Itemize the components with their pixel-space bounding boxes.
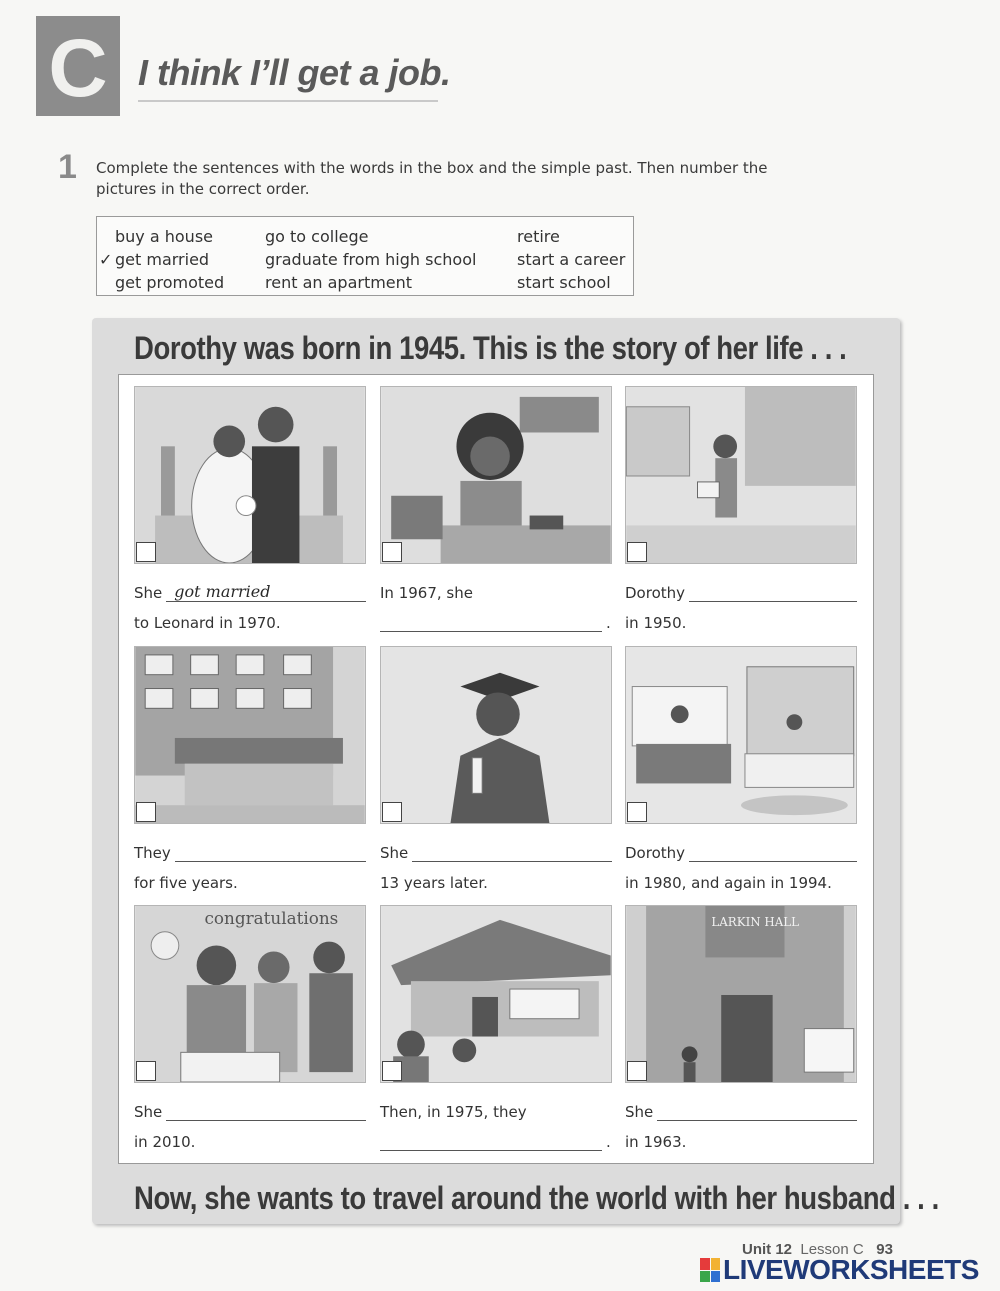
- order-number-box[interactable]: [136, 542, 156, 562]
- answer-blank[interactable]: [166, 1105, 366, 1121]
- word-item: get promoted: [115, 273, 225, 292]
- sentence-line-1: [380, 1101, 612, 1121]
- panel-footer: Now, she wants to travel around the world with her husband . . .: [134, 1180, 939, 1216]
- sentence-line-2: [625, 1131, 857, 1151]
- sentence-end: .: [606, 614, 611, 632]
- teacher-illustration: [381, 387, 611, 563]
- liveworksheets-logo-icon: [700, 1258, 720, 1282]
- sentence-end: in 2010.: [134, 1133, 196, 1151]
- picture-graduation: [380, 646, 612, 824]
- exercise-instructions: Complete the sentences with the words in the box and the simple past. Then number the pictures in the correct order.: [96, 159, 768, 198]
- congratulations-banner: congratulations: [204, 907, 339, 928]
- word-item: rent an apartment: [265, 273, 413, 292]
- order-number-box[interactable]: [382, 802, 402, 822]
- sentence-line-2: [134, 612, 366, 632]
- sentence-end: in 1980, and again in 1994.: [625, 874, 832, 892]
- sentence-end: .: [606, 1133, 611, 1151]
- word-item: graduate from high school: [265, 250, 477, 269]
- lesson-label: Lesson C: [800, 1241, 864, 1258]
- word-box: [96, 216, 634, 296]
- sentence-line-2: [380, 872, 612, 892]
- word-column-3: [517, 225, 625, 294]
- sentence-line-1: [625, 1101, 857, 1121]
- word-column-2: [265, 225, 476, 294]
- word-item: retire: [517, 227, 560, 246]
- picture-apartment: [134, 646, 366, 824]
- word-column-1: [99, 225, 225, 294]
- answer-blank[interactable]: [689, 846, 857, 862]
- sentence-line-1: [380, 842, 612, 862]
- sentence-lead: In 1967, she: [380, 584, 473, 602]
- answer-blank[interactable]: [175, 846, 366, 862]
- order-number-box[interactable]: [382, 542, 402, 562]
- sentence-end: 13 years later.: [380, 874, 488, 892]
- sentence-lead: She: [134, 1103, 163, 1121]
- answer-blank[interactable]: [380, 616, 602, 632]
- sentence-line-2: [625, 612, 857, 632]
- sentence-lead: She: [134, 584, 163, 602]
- word-item: start a career: [517, 250, 626, 269]
- word-item: buy a house: [115, 227, 213, 246]
- sentence-line-1: [134, 582, 366, 602]
- picture-retirement: [134, 905, 366, 1083]
- graduation-illustration: [381, 647, 611, 823]
- order-number-box[interactable]: [627, 542, 647, 562]
- answer-blank[interactable]: [380, 1135, 602, 1151]
- word-item-checked: ✓ get married: [99, 250, 210, 269]
- answer-blank[interactable]: [657, 1105, 857, 1121]
- lesson-title: I think I’ll get a job.: [138, 52, 451, 93]
- sentence-line-2: [134, 1131, 366, 1151]
- sentence-line-2: [380, 1131, 612, 1151]
- answer-blank[interactable]: [689, 586, 857, 602]
- sentence-line-2: [134, 872, 366, 892]
- page-number: 93: [876, 1241, 893, 1258]
- unit-label: Unit 12: [742, 1241, 793, 1258]
- word-item: start school: [517, 273, 611, 292]
- order-number-box[interactable]: [627, 802, 647, 822]
- sentence-line-1: [625, 842, 857, 862]
- sentence-line-2: [380, 612, 612, 632]
- sentence-lead: She: [625, 1103, 654, 1121]
- sentence-lead: Dorothy: [625, 844, 686, 862]
- sentence-end: to Leonard in 1970.: [134, 614, 281, 632]
- picture-teacher: [380, 386, 612, 564]
- order-number-box[interactable]: [382, 1061, 402, 1081]
- order-number-box[interactable]: [136, 1061, 156, 1081]
- brand-name: LIVEWORKSHEETS: [723, 1254, 979, 1285]
- sentence-end: for five years.: [134, 874, 238, 892]
- offices-illustration: [626, 647, 856, 823]
- apartment-illustration: [135, 647, 365, 823]
- retirement-illustration: [135, 906, 365, 1082]
- order-number-box[interactable]: [136, 802, 156, 822]
- lesson-letter: C: [48, 23, 108, 114]
- sentence-lead: She: [380, 844, 409, 862]
- exercise-number: 1: [58, 148, 77, 186]
- college-illustration: [626, 906, 856, 1082]
- sentence-line-1: [134, 842, 366, 862]
- answer-blank[interactable]: [166, 582, 366, 602]
- sentence-lead: Then, in 1975, they: [380, 1103, 527, 1121]
- sentence-line-1: [380, 582, 612, 602]
- house-illustration: [381, 906, 611, 1082]
- sentence-end: in 1963.: [625, 1133, 687, 1151]
- picture-wedding: [134, 386, 366, 564]
- answer-text: got married: [174, 582, 271, 601]
- school-illustration: [626, 387, 856, 563]
- sentence-lead: They: [134, 844, 171, 862]
- picture-school: [625, 386, 857, 564]
- picture-college: [625, 905, 857, 1083]
- panel-title: Dorothy was born in 1945. This is the story of her life . . .: [134, 330, 847, 366]
- order-number-box[interactable]: [627, 1061, 647, 1081]
- larkin-hall-inscription: LARKIN HALL: [711, 914, 800, 929]
- answer-blank[interactable]: [412, 846, 612, 862]
- check-mark-icon: ✓: [99, 250, 113, 269]
- sentence-lead: Dorothy: [625, 584, 686, 602]
- picture-house: [380, 905, 612, 1083]
- wedding-illustration: [135, 387, 365, 563]
- word-item: go to college: [265, 227, 369, 246]
- title-underline: [138, 100, 438, 102]
- liveworksheets-brand: [700, 1256, 979, 1284]
- picture-offices: [625, 646, 857, 824]
- sentence-line-1: [625, 582, 857, 602]
- sentence-line-1: [134, 1101, 366, 1121]
- sentence-line-2: [625, 872, 857, 892]
- sentence-end: in 1950.: [625, 614, 687, 632]
